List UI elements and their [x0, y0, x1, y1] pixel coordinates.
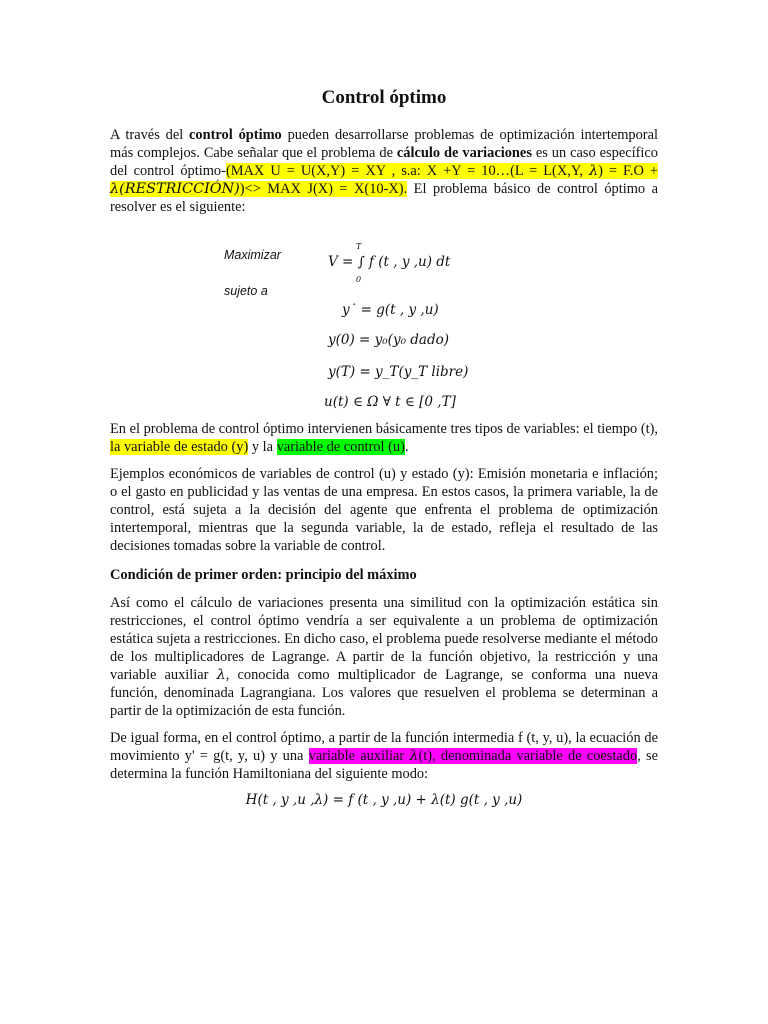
objective-function: V = ∫ f (t , y ,u) dt — [328, 254, 451, 270]
control-variable-highlight: variable de control (u) — [276, 439, 405, 455]
intro-bold-control: control óptimo — [189, 127, 282, 143]
intro-text-1: A través del — [110, 127, 190, 143]
hamilton-text-2: , se determina la función Hamiltoniana del siguiente modo: — [110, 748, 658, 782]
examples-paragraph: Ejemplos económicos de variables de control (u) y estado (y): Emisión monetaria e inflación; o el gasto en publicidad y las ventas de una empresa. En estos casos, la primera variable, la de control, está sujeta a la decisión del agente que enfrenta el problema de optimización intertemporal, mientras que la segunda variable, la de estado, refleja el resultado de las decisiones tomadas sobre la variable de control. — [110, 466, 658, 554]
initial-condition: y(0) = y₀(y₀ dado) — [328, 332, 450, 348]
page-title: Control óptimo — [321, 87, 447, 108]
intro-text-4: El problema básico de control óptimo a resolver es el siguiente: — [110, 181, 658, 215]
variables-text-2: y la — [248, 439, 277, 455]
lagrange-text-1: Así como el cálculo de variaciones presenta una similitud con la optimización estática sin restricciones, el control óptimo vendría a ser equivalente a un problema de optimización estática sujeta a restricciones. En dicho caso, el problema puede resolverse mediante el método de los multiplicadores de Lagrange. A partir de la función objetivo, la restricción y una variable auxiliar — [110, 595, 658, 683]
optimization-problem — [110, 238, 658, 412]
intro-bold-calculus: cálculo de variaciones — [396, 145, 532, 161]
intro-highlight-1: (MAX U = U(X,Y) = XY , s.a: X +Y = 10…(L = L(X,Y, — [225, 163, 589, 179]
lambda-symbol: λ — [588, 163, 599, 179]
terminal-condition: y(T) = y_T(y_T libre) — [328, 364, 469, 380]
maximize-label: Maximizar — [224, 248, 281, 262]
lagrange-text-2: , conocida como multiplicador de Lagrange, se conforma una nueva función, denominada Lagrangiana. Los valores que resuelven el problema se determinan a partir de la optimización de esta función. — [110, 667, 658, 719]
control-constraint: u(t) ∈ Ω ∀ t ∈ [0 ,T] — [324, 394, 456, 410]
state-variable-highlight: la variable de estado (y) — [110, 439, 249, 455]
lagrange-paragraph — [110, 594, 658, 720]
costate-highlight — [309, 748, 638, 764]
integral-upper-limit: T — [356, 242, 362, 251]
section-heading: Condición de primer orden: principio del máximo — [110, 567, 417, 583]
hamilton-paragraph — [110, 729, 658, 783]
lambda-symbol: λ — [409, 748, 419, 764]
hamiltonian-equation: H(t , y ,u ,λ) = f (t , y ,u) + λ(t) g(t , y ,u) — [245, 792, 523, 808]
integral-lower-limit: 0 — [356, 275, 362, 284]
costate-highlight-2: (t), denominada variable de coestado — [418, 748, 638, 764]
costate-highlight-1: variable auxiliar — [308, 748, 410, 764]
intro-highlight-3: )<> MAX J(X) = X(10-X). — [239, 181, 408, 197]
subject-to-label: sujeto a — [224, 284, 268, 298]
intro-text-2: pueden desarrollarse problemas de optimización intertemporal más complejos. Cabe señalar que el problema de — [110, 127, 658, 161]
hamilton-text-1: De igual forma, en el control óptimo, a partir de la función intermedia f (t, y, u), la ecuación de movimiento y' = g(t, y, u) y una — [110, 730, 658, 764]
lambda-symbol: λ — [216, 667, 226, 683]
variables-text-3: . — [404, 439, 409, 455]
intro-paragraph — [110, 126, 658, 216]
variables-text-1: En el problema de control óptimo intervienen básicamente tres tipos de variables: el tiempo (t), — [110, 421, 658, 437]
intro-text-3: es un caso específico del control óptimo — [110, 145, 658, 179]
intro-highlight-2: ) = F.O + — [598, 163, 658, 179]
lambda-symbol: λ — [110, 181, 120, 197]
intro-restriction: (RESTRICCIÓN) — [119, 181, 240, 197]
intro-dash: - — [221, 163, 226, 179]
motion-equation: y˙ = g(t , y ,u) — [342, 302, 439, 318]
document-page — [110, 86, 658, 808]
variables-paragraph — [110, 420, 658, 456]
